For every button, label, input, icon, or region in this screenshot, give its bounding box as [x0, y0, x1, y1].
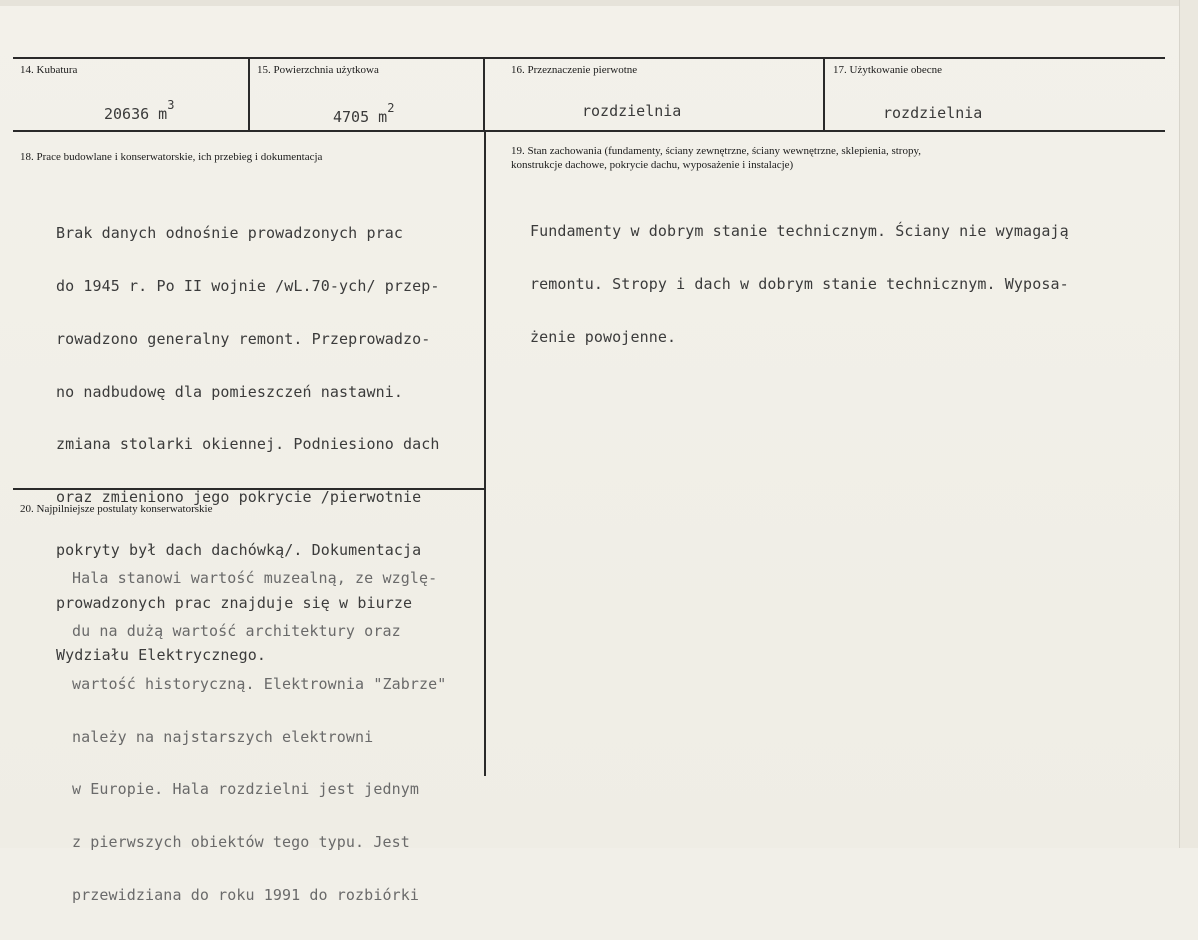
- field-17-value: rozdzielnia: [883, 104, 983, 122]
- field-19-line: żenie powojenne.: [530, 327, 677, 346]
- field-15-value: [333, 101, 394, 126]
- field-20-line: Hala stanowi wartość muzealną, ze wzglę-: [72, 569, 438, 588]
- field-16-label: 16. Przeznaczenie pierwotne: [511, 64, 638, 76]
- field-14-value: [104, 98, 174, 123]
- col-divider-14-15: [248, 57, 250, 131]
- row1-bottom-border: [13, 130, 1165, 132]
- field-16-value: rozdzielnia: [582, 102, 682, 120]
- field-18-line: Wydziału Elektrycznego.: [56, 646, 267, 665]
- col-divider-15-16: [483, 57, 485, 131]
- field-20-line: przewidziana do roku 1991 do rozbiórki: [72, 885, 419, 904]
- field-19-label-line2: konstrukcje dachowe, pokrycie dachu, wyposażenie i instalacje): [511, 159, 794, 171]
- field-14-number: 20636 m: [104, 105, 168, 123]
- field-19-line: remontu. Stropy i dach w dobrym stanie technicznym. Wyposa-: [530, 274, 1069, 293]
- field-20-text: [72, 535, 446, 940]
- field-20-line: wartość historyczną. Elektrownia "Zabrze": [72, 674, 447, 693]
- top-border: [13, 57, 1165, 59]
- field-18-line: oraz zmieniono jego pokrycie /pierwotnie: [56, 488, 422, 507]
- paper-top-edge: [0, 0, 1198, 6]
- field-19-line: Fundamenty w dobrym stanie technicznym. Ściany nie wymagają: [530, 222, 1069, 241]
- field-20-line: należy na najstarszych elektrowni: [72, 727, 374, 746]
- field-14-label: 14. Kubatura: [20, 64, 78, 76]
- field-17-label: 17. Użytkowanie obecne: [833, 64, 943, 76]
- paper-right-edge: [1179, 0, 1198, 848]
- field-20-line: w Europie. Hala rozdzielni jest jednym: [72, 780, 419, 799]
- field-20-label: 20. Najpilniejsze postulaty konserwatorskie: [20, 503, 213, 515]
- field-18-line: Brak danych odnośnie prowadzonych prac: [56, 224, 403, 243]
- field-15-unit-exponent: 2: [387, 101, 395, 115]
- field-19-text: [530, 188, 1069, 382]
- field-15-number: 4705 m: [333, 108, 388, 126]
- field-18-line: no nadbudowę dla pomieszczeń nastawni.: [56, 382, 403, 401]
- field-18-label: 18. Prace budowlane i konserwatorskie, ich przebieg i dokumentacja: [20, 151, 323, 163]
- field-20-line: du na dużą wartość architektury oraz: [72, 621, 401, 640]
- col-divider-16-17: [823, 57, 825, 131]
- field-20-line: z pierwszych obiektów tego typu. Jest: [72, 833, 410, 852]
- field-14-unit-exponent: 3: [167, 98, 175, 112]
- field-18-line: do 1945 r. Po II wojnie /wL.70-ych/ przep-: [56, 276, 440, 295]
- field-18-line: zmiana stolarki okiennej. Podniesiono dach: [56, 435, 440, 454]
- field-19-label-line1: 19. Stan zachowania (fundamenty, ściany zewnętrzne, ściany wewnętrzne, sklepienia, stropy,: [511, 145, 922, 157]
- field-18-line: rowadzono generalny remont. Przeprowadzo-: [56, 329, 431, 348]
- field-15-label: 15. Powierzchnia użytkowa: [257, 64, 379, 76]
- field-18-line: prowadzonych prac znajduje się w biurze: [56, 593, 413, 612]
- col-divider-main: [484, 130, 486, 776]
- field-18-line: pokryty był dach dachówką/. Dokumentacja: [56, 540, 422, 559]
